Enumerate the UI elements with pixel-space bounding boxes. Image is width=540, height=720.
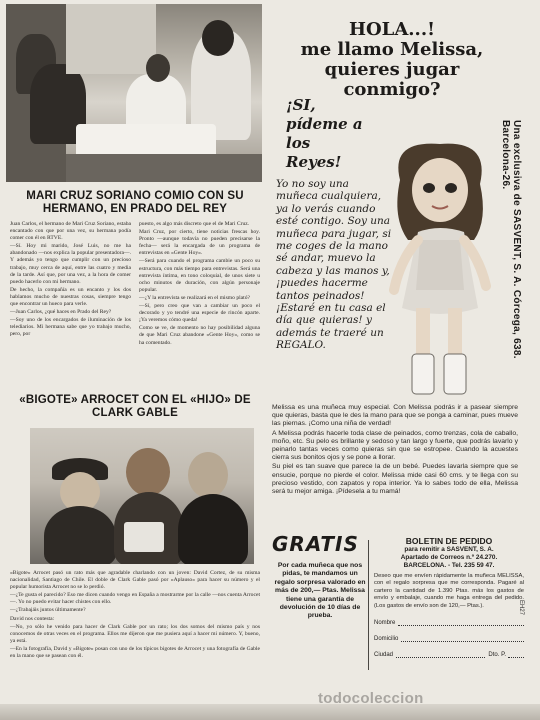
paragraph: —Será para cuando el programa cambie un poco su estructura, con más tiempo para entrevistas. Será una entrevista íntima, en tono coloquial, de unos siete u ocho minutos de duración, con algún personaje popular. [139,258,260,293]
paragraph: —Soy uno de los encargados de iluminación de los telediarios. Mi hermana sabe que yo trabajo mucho, pero, por [10,317,131,338]
paragraph: —¿Y la entrevista se realizará en el mismo plató? [139,294,250,301]
photo-bigote-clark-gable [30,428,254,564]
doll-illustration [380,140,498,402]
gratis-heading: GRATIS [272,532,359,556]
paragraph: —¿Trabajáis juntos últimamente? [10,607,86,614]
paragraph: David nos contesta: [10,615,55,622]
paragraph: Juan Carlos, el hermano de Mari Cruz Soriano, estaba encantado con que por una vez, su hermana podía comer con él en RTVE. [10,221,131,242]
ad-body [272,404,518,497]
article-column-1 [10,221,131,387]
ad-code: EH27 [518,600,524,616]
field-label: Dto. P. [488,652,506,659]
coupon-field-city[interactable] [374,645,524,658]
gratis-offer: Por cada muñeca que nos pidas, te mandamos un regalo sorpresa valorado en más de 200,— Ptas. Melissa tiene una garantía de devolución de 10 días de prueba. [274,562,366,620]
ad-title-line: me llamo Melissa, [300,39,484,60]
paragraph: —No, yo sólo he venido para hacer de Clark Gable por un rato; los dos somos del mismo país y nos conocemos de otras veces en el programa. Ellos me dijeron que me pusiera aquí a hacer mi número. Y, bueno, ya está. [10,623,260,644]
ad-title-line: quieres jugar [324,59,460,80]
coupon-body: Deseo que me envíen rápidamente la muñeca MELISSA, con el regalo sorpresa que me corresponda. Pagaré al cartero la cantidad de 1.390 Ptas. más los gastos de envío y embalaje, cuando me haga entrega del pedido. (Los gastos de envío son de 120,— Ptas.). [374,573,524,609]
paragraph: Su piel es tan suave que parece la de un bebé. Puedes lavarla siempre que se ensucie, porque no pierde el color. Melissa mide casi 60 cms. y te llega con su precioso vestido, con zapatos y ropa interior. Ya lo sabes todo de ella, Melissa será tu mejor amiga. ¡Pídesela a tu mamá! [272,463,518,496]
paragraph: Mari Cruz, por cierto, tiene noticias frescas hoy. Pronto —aunque todavía no pueden precisarse la fecha— será la encargada de un programa de entrevistas en «Gente Hoy». [139,229,260,257]
field-label: Nombre [374,620,396,627]
watermark: todocoleccion [318,690,424,707]
ad-subtitle-line: ¡SI, [286,96,316,114]
coupon-address-line: Apartado de Correos n.º 24.270. [400,554,498,561]
ad-title [272,20,512,100]
coupon-field-name[interactable] [374,613,524,626]
ad-subtitle-line: pídeme a los [286,115,363,152]
coupon-field-address[interactable] [374,629,524,642]
paragraph: —¿Te gusta el parecido? Eso me dicen cuando vengo en España a mostrarme por la calle —nos cuenta Arrocet—. Yo no puedo evitar hacer chistes con ello. [10,592,260,606]
field-label: Ciudad [374,652,394,659]
photo-restaurant-lunch [6,4,262,182]
coupon-address-line: BARCELONA. - Tel. 235 59 47. [403,562,495,569]
paragraph: A Melissa podrás hacerle toda clase de peinados, como trenzas, cola de caballo, moño, etc. Su pelo es brillante y sedoso y tan largo y fuerte, que podrás lavarlo y peinarlo tantas veces como quieras sin que se estropee. Cuando la acuestes cierra sus bonitos ojos y se pone a llorar. [272,429,518,462]
ad-subtitle [286,96,386,172]
ad-title-line: conmigo? [343,79,441,100]
paragraph: Como se ve, de momento no hay posibilidad alguna de que Mari Cruz abandone «Gente Hoy», como se ha comentado. [139,325,260,346]
ad-title-line: HOLA...! [348,19,435,40]
paragraph: —En la fotografía, David y «Bigote» posan con uno de los típicos bigotes de Arrocet y una fotografía de Gable en la mano que se pasean con él. [10,645,260,660]
paragraph: De hecho, la compañía es un encanto y los dos hablamos mucho de nuestras cosas, siempre tengo que encontrar un hueco para verle. [10,286,131,308]
paragraph: puesto, es algo más discreto que el de Mari Cruz. [139,221,250,227]
order-coupon [374,536,524,658]
coupon-divider [368,540,369,670]
field-label: Domicilio [374,636,399,643]
article-column-2 [139,221,260,387]
ad-subtitle-line: Reyes! [286,153,342,171]
caption-bigote-arrocet [10,570,260,661]
headline-mari-cruz: MARI CRUZ SORIANO COMIO CON SU HERMANO, EN PRADO DEL REY [26,190,244,215]
coupon-address [374,546,524,570]
paragraph: —Sí. Hoy mi marido, José Luis, no me ha abandonado —nos explica la popular presentadora—. Y además yo tengo que cumplir con un precioso trabajo, muy cerca de aquí, entre las cuatro y media de la tarde. Así que, por una vez, a la hora de comer puedo hacerlo con mi hermano. [10,243,131,285]
coupon-title: BOLETIN DE PEDIDO [405,536,493,546]
headline-bigote-arrocet: «BIGOTE» ARROCET CON EL «HIJO» DE CLARK GABLE [19,394,251,419]
paragraph: Melissa es una muñeca muy especial. Con Melissa podrás ir a pasear siempre que quieras, basta que le des la mano para que se ponga a caminar, pues mueve las piernas. ¡Como una niña de verdad! [272,404,518,428]
coupon-address-line: para remitir a SASVENT, S. A. [404,546,494,553]
article-mari-cruz [10,221,260,387]
paragraph: —Sí, pero creo que van a cambiar un poco el decorado y yo tendré una especie de rincón aparte. ¡Ya veremos cómo queda! [139,303,260,324]
paragraph: —Juan Carlos, ¿qué haces en Prado del Rey? [10,309,112,316]
ad-vertical-credit: Una exclusiva de SASVENT, S. A. Córcega, 638. Barcelona-26. [500,120,522,359]
paragraph: «Bigote» Arrocet pasó un rato más que agradable charlando con un joven: David Cortez, de su misma nacionalidad, Santiago de Chile. El doble de Clark Gable pasó por «Aplauso» para hacer su número y el popular humorista Arrocet no se lo perdió. [10,570,260,591]
ad-doll-speech: Yo no soy una muñeca cualquiera, ya lo verás cuando esté contigo. Soy una muñeca para jugar, si me coges de la mano sé andar, muevo la cabeza y las manos y, ¡puedes hacerme tantos peinados! ¡Estaré en tu casa el día que quieras! y además te traeré un REGALO. [276,178,392,352]
page-bottom-edge [0,704,540,720]
